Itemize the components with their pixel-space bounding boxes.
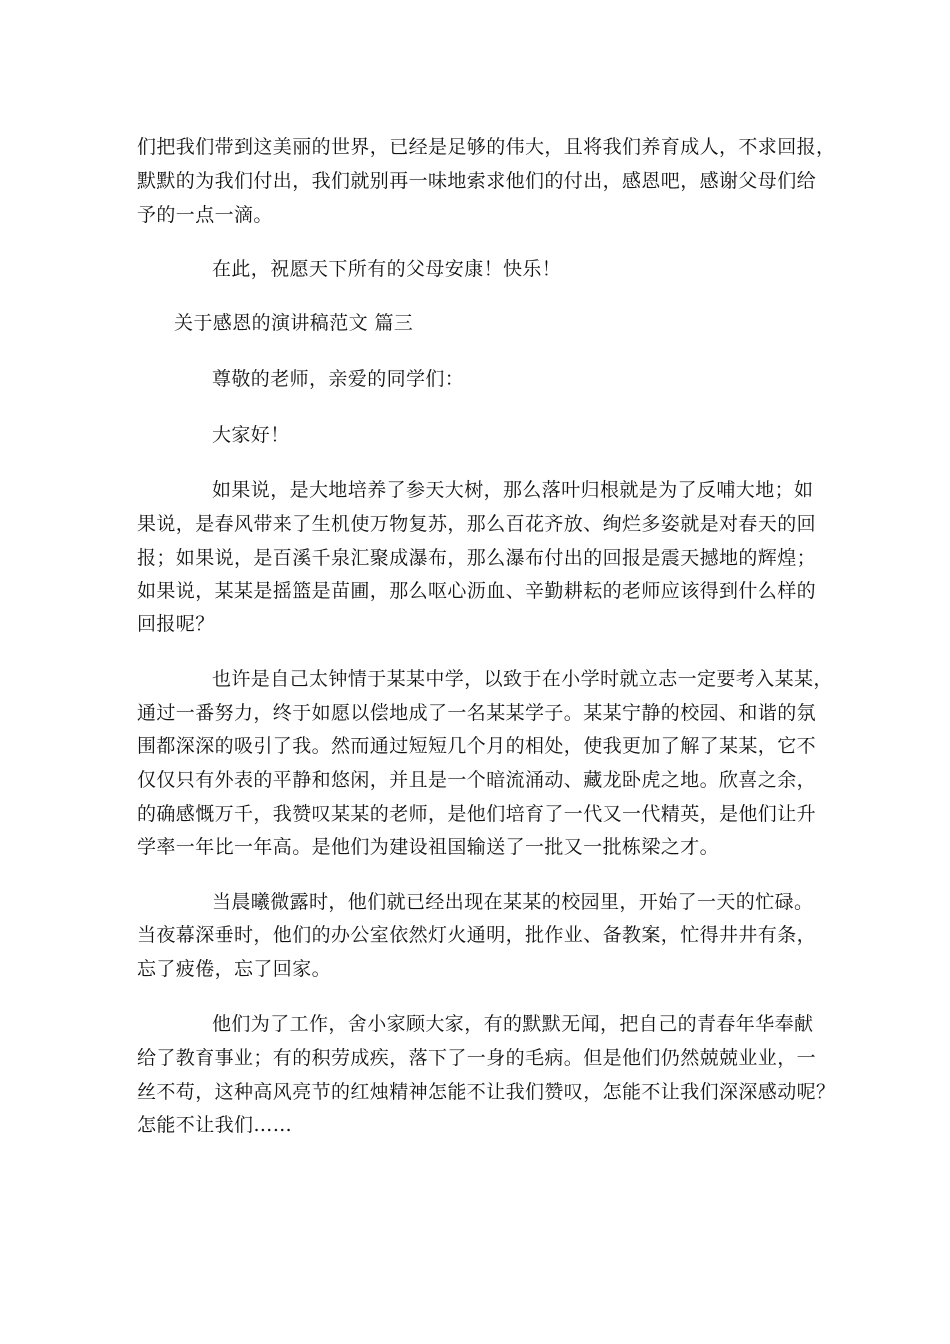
text-line: 仅仅只有外表的平静和悠闲，并且是一个暗流涌动、藏龙卧虎之地。欣喜之余， (137, 769, 817, 791)
text-line: 尊敬的老师，亲爱的同学们： (212, 368, 465, 390)
text-line: 围都深深的吸引了我。然而通过短短几个月的相处，使我更加了解了某某，它不 (137, 735, 817, 757)
text-line: 的确感慨万千，我赞叹某某的老师，是他们培育了一代又一代精英，是他们让升 (137, 803, 817, 825)
text-line: 们把我们带到这美丽的世界，已经是足够的伟大，且将我们养育成人，不求回报， (137, 136, 836, 158)
text-line: 他们为了工作，舍小家顾大家，有的默默无闻，把自己的青春年华奉献 (212, 1013, 814, 1035)
text-line: 报；如果说，是百溪千泉汇聚成瀑布，那么瀑布付出的回报是震天撼地的辉煌； (137, 547, 817, 569)
text-line: 如果说，某某是摇篮是苗圃，那么呕心沥血、辛勤耕耘的老师应该得到什么样的 (137, 580, 817, 602)
text-line: 给了教育事业；有的积劳成疾，落下了一身的毛病。但是他们仍然兢兢业业，一 (137, 1047, 817, 1069)
text-line: 怎能不让我们…… (137, 1114, 293, 1136)
text-line: 果说，是春风带来了生机使万物复苏，那么百花齐放、绚烂多姿就是对春天的回 (137, 513, 817, 535)
text-line: 当夜幕深垂时，他们的办公室依然灯火通明，批作业、备教案，忙得井井有条， (137, 924, 817, 946)
text-line: 通过一番努力，终于如愿以偿地成了一名某某学子。某某宁静的校园、和谐的氛 (137, 702, 817, 724)
text-line: 学率一年比一年高。是他们为建设祖国输送了一批又一批栋梁之才。 (137, 836, 720, 858)
text-line: 忘了疲倦，忘了回家。 (137, 958, 332, 980)
text-line: 如果说，是大地培养了参天大树，那么落叶归根就是为了反哺大地；如 (212, 479, 814, 501)
text-line: 默默的为我们付出，我们就别再一味地索求他们的付出，感恩吧，感谢父母们给 (137, 170, 817, 192)
text-line: 回报呢？ (137, 613, 215, 635)
text-line: 在此，祝愿天下所有的父母安康！快乐！ (212, 258, 562, 280)
text-line: 当晨曦微露时，他们就已经出现在某某的校园里，开始了一天的忙碌。 (212, 891, 814, 913)
heading-line: 关于感恩的演讲稿范文 篇三 (174, 312, 414, 334)
text-line: 也许是自己太钟情于某某中学，以致于在小学时就立志一定要考入某某， (212, 668, 833, 690)
text-line: 予的一点一滴。 (137, 204, 273, 226)
text-line: 丝不苟，这种高风亮节的红烛精神怎能不让我们赞叹，怎能不让我们深深感动呢？ (137, 1081, 836, 1103)
text-line: 大家好！ (212, 424, 290, 446)
